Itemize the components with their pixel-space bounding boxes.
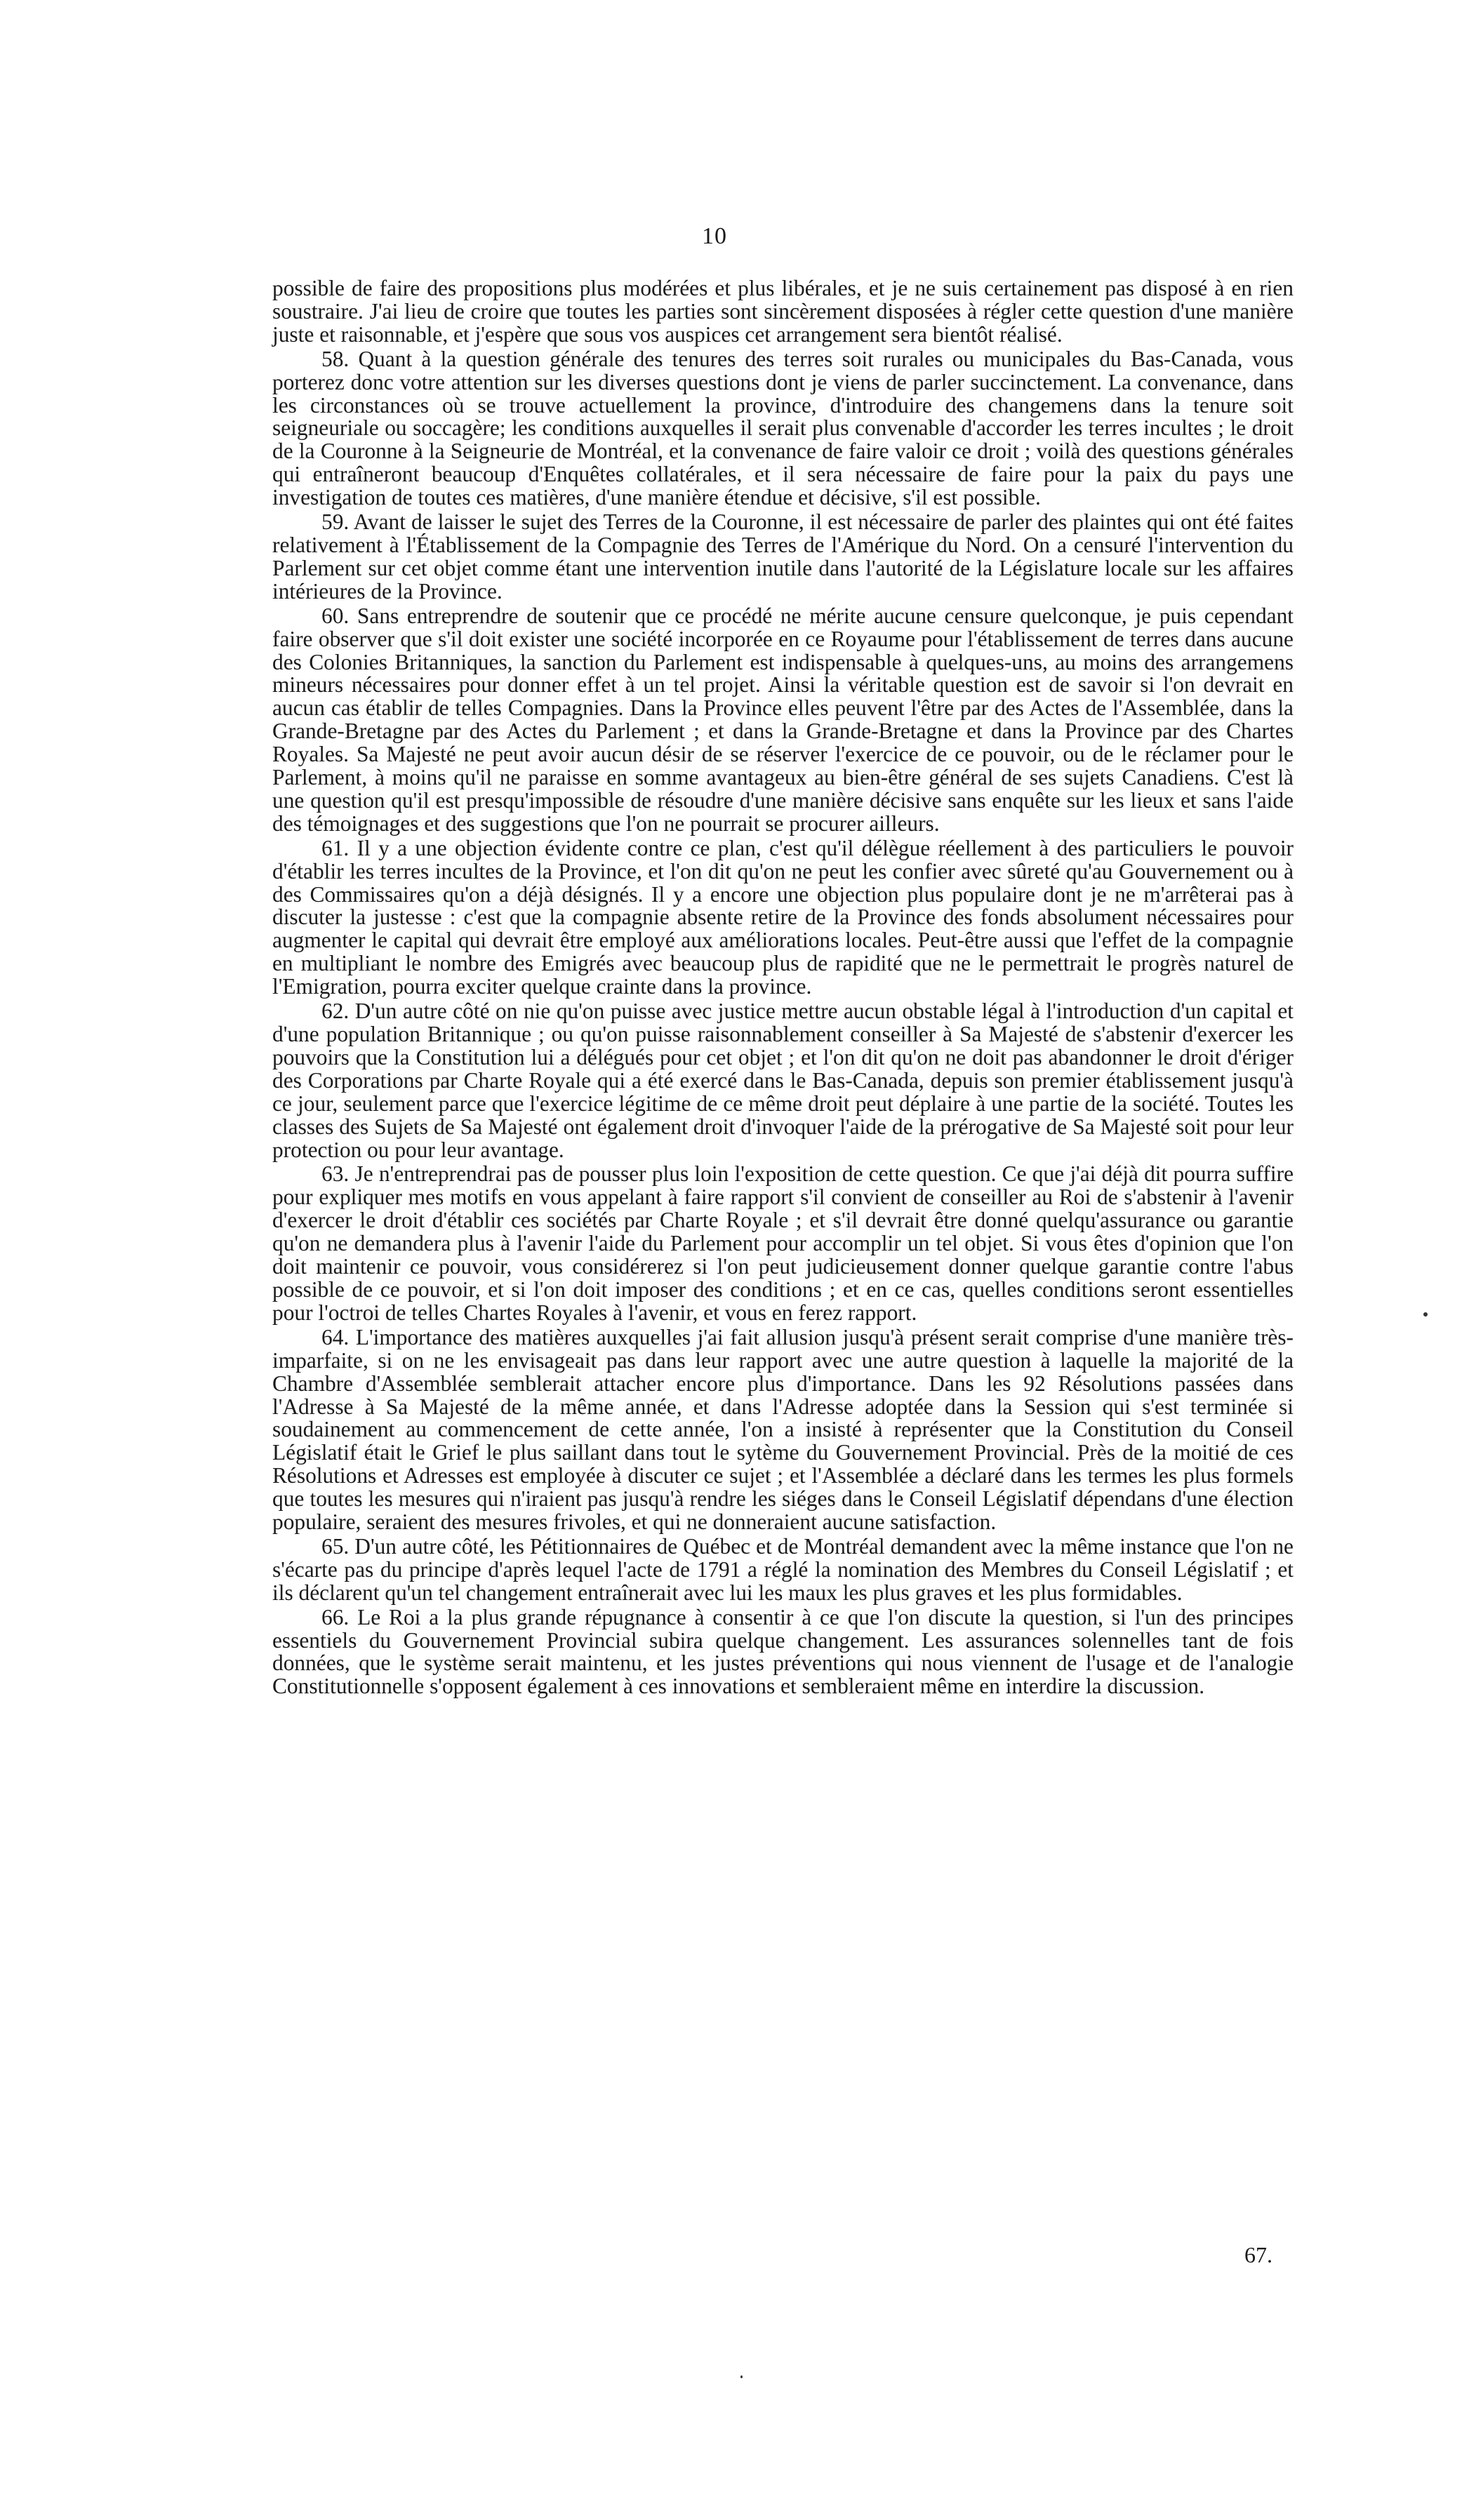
paragraph-58: 58. Quant à la question générale des tenures des terres soit rurales ou municipales du Bas-Canada, vous porterez donc votre attention sur les diverses questions dont je viens de parler succinctement. La convenance, dans les circonstances où se trouve actuellement la province, d'introduire des changemens dans la tenure soit seigneuriale ou soccagère; les conditions auxquelles il serait plus convenable d'accorder les terres incultes ; le droit de la Couronne à la Seigneurie de Montréal, et la convenance de faire valoir ce droit ; voilà des questions générales qui entraîneront beaucoup d'Enquêtes collatérales, et il sera nécessaire de faire pour la paix du pays une investigation de toutes ces matières, d'une manière étendue et décisive, s'il est possible. bbox=[272, 346, 1294, 510]
paragraph-65: 65. D'un autre côté, les Pétitionnaires de Québec et de Montréal demandent avec la même instance que l'on ne s'écarte pas du principe d'après lequel l'acte de 1791 a réglé la nomination des Membres du Conseil Législatif ; et ils déclarent qu'un tel changement entraînerait avec lui les maux les plus graves et les plus formidables. bbox=[272, 1533, 1294, 1605]
paragraph-62: 62. D'un autre côté on nie qu'on puisse avec justice mettre aucun obstable légal à l'introduction d'un capital et d'une population Britannique ; ou qu'on puisse raisonnablement conseiller à Sa Majesté de s'abstenir d'exercer les pouvoirs que la Constitution lui a délégués pour cet objet ; et l'on dit qu'on ne doit pas abandonner le droit d'ériger des Corporations par Charte Royale qui a été exercé dans le Bas-Canada, depuis son premier établissement jusqu'à ce jour, seulement parce que l'exercice légitime de ce même droit peut déplaire à une partie de la société. Toutes les classes des Sujets de Sa Majesté ont également droit d'invoquer l'aide de la prérogative de Sa Majesté soit pour leur protection ou pour leur avantage. bbox=[272, 999, 1294, 1162]
paragraph-61: 61. Il y a une objection évidente contre ce plan, c'est qu'il délègue réellement à des particuliers le pouvoir d'établir les terres incultes de la Province, et l'on dit qu'on ne peut les confier avec sûreté qu'au Gouvernement ou à des Commissaires qu'on a déjà désignés. Il y a encore une objection plus populaire dont je ne m'arrêterai pas à discuter la justesse : c'est que la compagnie absente retire de la Province des fonds absolument nécessaires pour augmenter le capital qui devrait être employé aux améliorations locales. Peut-être aussi que l'effet de la compagnie en multipliant le nombre des Emigrés avec beaucoup plus de rapidité que ne le permettrait le progrès naturel de l'Emigration, pourra exciter quelque crainte dans la province. bbox=[272, 835, 1294, 999]
paragraph-continued: possible de faire des propositions plus modérées et plus libérales, et je ne suis certainement pas disposé à en rien soustraire. J'ai lieu de croire que toutes les parties sont sincèrement disposées à régler cette question d'une manière juste et raisonnable, et j'espère que sous vos auspices cet arrangement sera bientôt réalisé. bbox=[272, 276, 1294, 347]
paragraph-63: 63. Je n'entreprendrai pas de pousser plus loin l'exposition de cette question. Ce que j'ai déjà dit pourra suffire pour expliquer mes motifs en vous appelant à faire rapport s'il convient de conseiller au Roi de s'abstenir à l'avenir d'exercer le droit d'établir ces sociétés par Charte Royale ; et s'il devrait être donné quelqu'assurance ou garantie qu'on ne demandera plus à l'avenir l'aide du Parlement pour accomplir un tel objet. Si vous êtes d'opinion que l'on doit maintenir ce pouvoir, vous considérerez si l'on peut judicieusement donner quelque garantie contre l'abus possible de ce pouvoir, et si l'on doit imposer des conditions ; et en ce cas, quelles conditions seront essentielles pour l'octroi de telles Chartes Royales à l'avenir, et vous en ferez rapport. bbox=[272, 1161, 1294, 1325]
paragraph-64: 64. L'importance des matières auxquelles j'ai fait allusion jusqu'à présent serait comprise d'une manière très-imparfaite, si on ne les envisageait pas dans leur rapport avec une autre question à laquelle la majorité de la Chambre d'Assemblée semblerait attacher encore plus d'importance. Dans les 92 Résolutions passées dans l'Adresse à Sa Majesté de la même année, et dans l'Adresse adoptée dans la Session qui s'est terminée si soudainement au commencement de cette année, l'on a insisté à représenter que la Constitution du Conseil Législatif était le Grief le plus saillant dans tout le sytème du Gouvernement Provincial. Près de la moitié de ces Résolutions et Adresses est employée à discuter ce sujet ; et l'Assemblée a déclaré dans les termes les plus formels que toutes les mesures qui n'iraient pas jusqu'à rendre les siéges dans le Conseil Législatif dépendans d'une élection populaire, seraient des mesures frivoles, et qui ne donneraient aucune satisfaction. bbox=[272, 1324, 1294, 1535]
catchword: 67. bbox=[1244, 2242, 1272, 2267]
paragraph-60: 60. Sans entreprendre de soutenir que ce procédé ne mérite aucune censure quelconque, je puis cependant faire observer que s'il doit exister une société incorporée en ce Royaume pour l'établissement de terres dans aucune des Colonies Britanniques, la sanction du Parlement est indispensable à quelques-uns, au moins des arrangemens mineurs nécessaires pour donner effet à un tel projet. Ainsi la véritable question est de savoir si l'on devrait en aucun cas établir de telles Compagnies. Dans la Province elles peuvent l'être par des Actes de l'Assemblée, dans la Grande-Bretagne par des Actes du Parlement ; et dans la Grande-Bretagne et dans la Province par des Chartes Royales. Sa Majesté ne peut avoir aucun désir de se réserver l'exercice de ce pouvoir, ou de le réclamer pour le Parlement, à moins qu'il ne paraisse en somme avantageux au bien-être général de ses sujets Canadiens. C'est là une question qu'il est presqu'impossible de résoudre d'une manière décisive sans enquête sur les lieux et sans l'aide des témoignages et des suggestions que l'on ne pourrait se procurer ailleurs. bbox=[272, 603, 1294, 836]
ink-speck bbox=[1423, 1312, 1428, 1316]
paragraph-59: 59. Avant de laisser le sujet des Terres de la Couronne, il est nécessaire de parler des plaintes qui ont été faites relativement à l'Établissement de la Compagnie des Terres de l'Amérique du Nord. On a censuré l'intervention du Parlement sur cet objet comme étant une intervention inutile dans l'autorité de la Législature locale sur les affaires intérieures de la Province. bbox=[272, 509, 1294, 604]
ink-speck bbox=[740, 2375, 743, 2378]
body-text bbox=[272, 277, 1294, 1698]
paragraph-66: 66. Le Roi a la plus grande répugnance à consentir à ce que l'on discute la question, si l'un des principes essentiels du Gouvernement Provincial subira quelque changement. Les assurances solennelles tant de fois données, que le système serait maintenu, et les justes préventions qui nous viennent de l'usage et de l'analogie Constitutionnelle s'opposent également à ces innovations et sembleraient même en interdire la discussion. bbox=[272, 1604, 1294, 1699]
page-number: 10 bbox=[702, 223, 727, 249]
